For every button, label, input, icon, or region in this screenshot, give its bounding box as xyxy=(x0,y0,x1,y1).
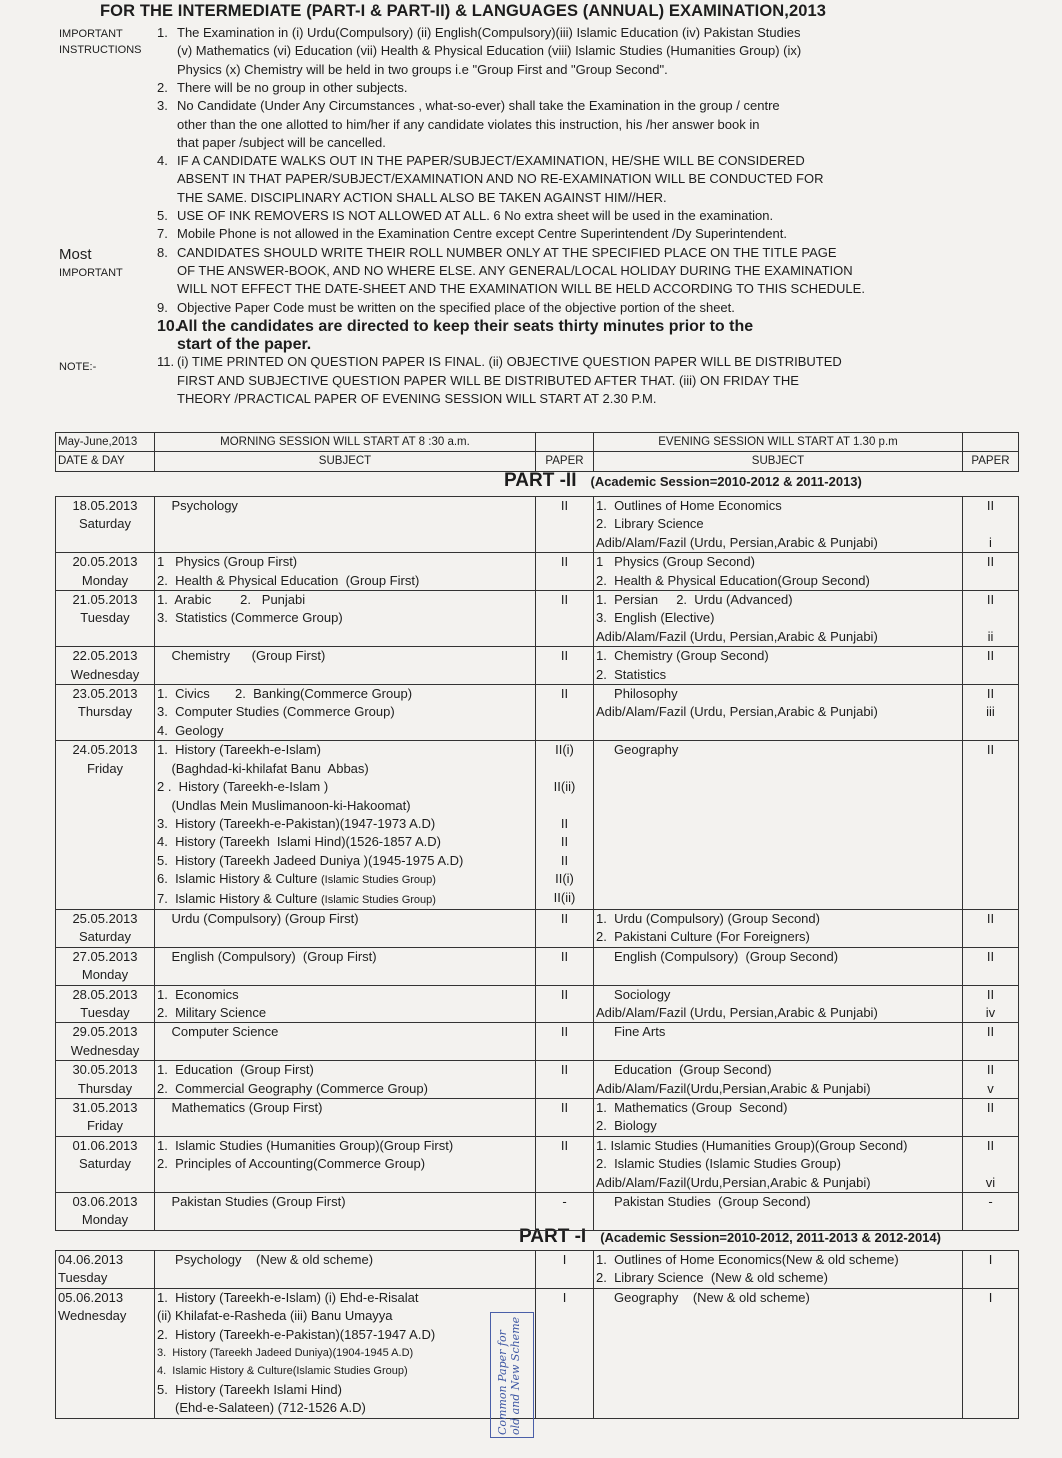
subject-line: English (Compulsory) (Group First) xyxy=(157,948,377,964)
header-subject-evening: SUBJECT xyxy=(594,452,963,471)
evening-paper-cell xyxy=(963,497,1019,553)
table-row xyxy=(56,1099,1019,1137)
table-row xyxy=(56,1193,1019,1231)
date-cell xyxy=(56,985,155,1023)
subject-line: Computer Science xyxy=(157,1024,279,1040)
morning-paper-cell xyxy=(536,1023,594,1061)
subject-line: 7. Islamic History & Culture (Islamic Studies Group) xyxy=(157,890,436,906)
subject-line: Psychology (New & old scheme) xyxy=(157,1252,374,1267)
paper-value: iii xyxy=(986,704,995,720)
instruction-line: OF THE ANSWER-BOOK, AND NO WHERE ELSE. ANY GENERAL/LOCAL HOLIDAY DURING THE EXAMINATION xyxy=(177,262,853,278)
subject-line: Philosophy xyxy=(596,686,678,702)
evening-subject-cell xyxy=(594,1193,963,1231)
instruction-line: THE SAME. DISCIPLINARY ACTION SHALL ALSO BE TAKEN AGAINST HIM//HER. xyxy=(177,189,667,205)
table-row xyxy=(56,647,1019,685)
subject-line: 1. Chemistry (Group Second) xyxy=(596,648,769,664)
instruction-line: THEORY /PRACTICAL PAPER OF EVENING SESSION WILL START AT 2.30 P.M. xyxy=(177,391,657,406)
subject-line: Adib/Alam/Fazil(Urdu,Persian,Arabic & Punjabi) xyxy=(596,1174,871,1190)
subject-line: Fine Arts xyxy=(596,1024,666,1040)
side-label-important: IMPORTANT xyxy=(59,28,123,40)
instruction-line: other than the one allotted to him/her if any candidate violates this instruction, his /her answer book in xyxy=(177,116,760,132)
header-subject: SUBJECT xyxy=(155,452,536,471)
evening-subject-cell xyxy=(594,947,963,985)
exam-date: 05.06.2013 xyxy=(58,1289,124,1305)
subject-line: 2. Statistics xyxy=(596,666,667,682)
evening-paper-cell xyxy=(963,553,1019,591)
table-row xyxy=(56,497,1019,553)
subject-line: 5. History (Tareekh Islami Hind) xyxy=(157,1381,342,1397)
instruction-line: There will be no group in other subjects. xyxy=(177,79,408,95)
morning-subject-cell xyxy=(155,1193,536,1231)
paper-value: II xyxy=(986,1100,995,1115)
morning-subject-cell xyxy=(155,1061,536,1099)
table-row xyxy=(56,985,1019,1023)
instruction-line: (v) Mathematics (vi) Education (vii) Health & Physical Education (viii) Islamic Studies (Humanities Group) (ix) xyxy=(177,43,802,59)
evening-paper-cell xyxy=(963,1061,1019,1099)
exam-date: 28.05.2013 xyxy=(72,986,138,1002)
morning-subject-cell xyxy=(155,1288,536,1418)
paper-value: II xyxy=(560,1024,569,1040)
table-row xyxy=(56,1288,1019,1418)
paper-value xyxy=(965,515,1016,533)
instruction-line: All the candidates are directed to keep their seats thirty minutes prior to the xyxy=(177,317,754,335)
exam-date: 29.05.2013 xyxy=(72,1024,138,1040)
date-cell xyxy=(56,1061,155,1099)
side-label-most: Most xyxy=(59,246,92,263)
part1-schedule-table xyxy=(55,1250,1019,1419)
morning-paper-cell xyxy=(536,497,594,553)
table-row xyxy=(56,1023,1019,1061)
instruction-line: No Candidate (Under Any Circumstances , what-so-ever) shall take the Examination in the group / centre xyxy=(177,98,780,114)
table-row xyxy=(56,741,1019,910)
instruction-line: IF A CANDIDATE WALKS OUT IN THE PAPER/SUBJECT/EXAMINATION, HE/SHE WILL BE CONSIDERED xyxy=(177,153,805,169)
evening-subject-cell xyxy=(594,985,963,1023)
exam-day: Tuesday xyxy=(58,1270,108,1286)
exam-day: Saturday xyxy=(78,929,132,945)
morning-subject-cell xyxy=(155,1251,536,1289)
morning-paper-cell xyxy=(536,1061,594,1099)
subject-line: Mathematics (Group First) xyxy=(157,1100,323,1115)
morning-subject-cell xyxy=(155,909,536,947)
evening-subject-cell xyxy=(594,591,963,647)
header-date-day: DATE & DAY xyxy=(56,452,155,471)
date-cell xyxy=(56,553,155,591)
paper-value: II xyxy=(986,948,995,964)
exam-date: 20.05.2013 xyxy=(72,554,138,570)
subject-line: 4. Geology xyxy=(157,722,224,738)
instruction-number: 4. xyxy=(157,153,168,169)
subject-line: 2. Health & Physical Education (Group First) xyxy=(157,572,420,588)
morning-subject-cell xyxy=(155,553,536,591)
subject-line: 1. Urdu (Compulsory) (Group Second) xyxy=(596,910,820,926)
part2-session: (Academic Session=2010-2012 & 2011-2013) xyxy=(590,474,862,489)
instruction-line: FIRST AND SUBJECTIVE QUESTION PAPER WILL BE DISTRIBUTED AFTER THAT. (iii) ON FRIDAY THE xyxy=(177,372,799,388)
exam-date: 31.05.2013 xyxy=(72,1100,138,1115)
exam-date: 25.05.2013 xyxy=(72,910,138,926)
subject-line: 2. Principles of Accounting(Commerce Group) xyxy=(157,1156,426,1172)
subject-line: Pakistan Studies (Group Second) xyxy=(596,1194,811,1210)
paper-value: II xyxy=(986,1062,995,1078)
instruction-line: that paper /subject will be cancelled. xyxy=(177,134,386,150)
subject-line: 2. Islamic Studies (Islamic Studies Group) xyxy=(596,1156,841,1172)
exam-day: Monday xyxy=(81,1212,129,1228)
evening-subject-cell xyxy=(594,685,963,741)
subject-line: 1 Physics (Group First) xyxy=(157,554,298,570)
morning-paper-cell xyxy=(536,553,594,591)
morning-subject-cell xyxy=(155,1099,536,1137)
evening-subject-cell xyxy=(594,1251,963,1289)
morning-subject-cell xyxy=(155,591,536,647)
date-cell xyxy=(56,741,155,910)
paper-value: iv xyxy=(985,1004,996,1020)
morning-paper-cell xyxy=(536,1193,594,1231)
exam-date: 04.06.2013 xyxy=(58,1252,124,1267)
date-cell xyxy=(56,1193,155,1231)
paper-value xyxy=(538,796,591,814)
subject-line: 4. Islamic History & Culture(Islamic Studies Group) xyxy=(157,1365,408,1378)
paper-value: II xyxy=(986,1137,995,1153)
subject-line: (ii) Khilafat-e-Rasheda (iii) Banu Umayya xyxy=(157,1308,393,1324)
evening-paper-cell xyxy=(963,1193,1019,1231)
subject-line: Geography (New & old scheme) xyxy=(596,1289,810,1305)
paper-value: I xyxy=(562,1289,567,1305)
exam-day: Thursday xyxy=(77,1080,133,1096)
instruction-line: start of the paper. xyxy=(177,336,312,354)
side-label-instructions: INSTRUCTIONS xyxy=(59,44,142,56)
instruction-number: 11. xyxy=(157,354,175,370)
subject-line: 3. Computer Studies (Commerce Group) xyxy=(157,704,395,720)
evening-paper-cell xyxy=(963,647,1019,685)
subject-line: 2. Biology xyxy=(596,1118,657,1134)
paper-value: II xyxy=(560,986,569,1002)
morning-paper-cell xyxy=(536,591,594,647)
subject-line: 2. Commercial Geography (Commerce Group) xyxy=(157,1080,428,1096)
subject-line: Education (Group Second) xyxy=(596,1062,772,1078)
morning-subject-cell xyxy=(155,985,536,1023)
subject-line: 1. Outlines of Home Economics(New & old scheme) xyxy=(596,1252,899,1267)
evening-paper-cell xyxy=(963,1288,1019,1418)
paper-value: II xyxy=(986,686,995,702)
morning-paper-cell xyxy=(536,685,594,741)
morning-subject-cell xyxy=(155,497,536,553)
evening-subject-cell xyxy=(594,741,963,910)
morning-paper-cell xyxy=(536,1099,594,1137)
instruction-number: 10. xyxy=(157,317,180,335)
morning-paper-cell xyxy=(536,985,594,1023)
paper-value: II xyxy=(560,648,569,664)
morning-subject-cell xyxy=(155,947,536,985)
instruction-number: 7. xyxy=(157,226,168,242)
instruction-line: The Examination in (i) Urdu(Compulsory) (ii) English(Compulsory)(iii) Islamic Education (iv) Pakistan Studies xyxy=(177,25,801,40)
morning-paper-cell xyxy=(536,647,594,685)
paper-value: II xyxy=(560,592,569,608)
paper-value: II xyxy=(560,852,569,868)
evening-subject-cell xyxy=(594,1023,963,1061)
morning-subject-cell xyxy=(155,685,536,741)
table-row xyxy=(56,685,1019,741)
subject-line: Psychology xyxy=(157,498,238,513)
header-period: May-June,2013 xyxy=(56,433,155,452)
paper-value: II(ii) xyxy=(553,889,576,905)
exam-date: 21.05.2013 xyxy=(72,592,138,608)
subject-line: 2. History (Tareekh-e-Pakistan)(1857-1947 A.D) xyxy=(157,1326,436,1342)
paper-value: I xyxy=(988,1252,993,1267)
subject-line: English (Compulsory) (Group Second) xyxy=(596,948,839,964)
exam-day: Tuesday xyxy=(80,1004,130,1020)
subject-line: Adib/Alam/Fazil(Urdu,Persian,Arabic & Punjabi) xyxy=(596,1080,871,1096)
paper-value: II(i) xyxy=(555,742,574,758)
paper-value: - xyxy=(562,1194,567,1210)
part2-label: PART -II xyxy=(504,470,577,491)
instruction-line: Objective Paper Code must be written on the specified place of the objective portion of the sheet. xyxy=(177,299,735,315)
subject-line: Sociology xyxy=(596,986,671,1002)
subject-line: 2. Pakistani Culture (For Foreigners) xyxy=(596,929,810,945)
evening-paper-cell xyxy=(963,1023,1019,1061)
exam-date: 30.05.2013 xyxy=(72,1062,138,1078)
table-row xyxy=(56,553,1019,591)
table-row xyxy=(56,947,1019,985)
instruction-line: WILL NOT EFFECT THE DATE-SHEET AND THE EXAMINATION WILL BE HELD ACCORDING TO THIS SCHEDULE. xyxy=(177,281,865,297)
exam-day: Wednesday xyxy=(70,1042,140,1058)
exam-day: Thursday xyxy=(77,704,133,720)
subject-line: 6. Islamic History & Culture (Islamic Studies Group) xyxy=(157,871,436,887)
exam-date: 18.05.2013 xyxy=(72,498,138,513)
paper-value: I xyxy=(562,1252,567,1267)
part2-schedule-table xyxy=(55,496,1019,1231)
morning-paper-cell xyxy=(536,1251,594,1289)
date-cell xyxy=(56,591,155,647)
part1-label: PART -I xyxy=(519,1226,587,1247)
evening-subject-cell xyxy=(594,497,963,553)
exam-day: Monday xyxy=(81,572,129,588)
paper-value: II(i) xyxy=(555,871,574,887)
evening-subject-cell xyxy=(594,909,963,947)
part2-heading xyxy=(504,470,862,492)
exam-day: Wednesday xyxy=(70,666,140,682)
paper-value: II xyxy=(560,948,569,964)
paper-value: - xyxy=(988,1194,993,1210)
paper-value: I xyxy=(988,1289,993,1305)
date-cell xyxy=(56,1136,155,1192)
date-cell xyxy=(56,1023,155,1061)
evening-subject-cell xyxy=(594,1099,963,1137)
subject-line: 1. Civics 2. Banking(Commerce Group) xyxy=(157,686,413,702)
paper-value: II xyxy=(986,986,995,1002)
exam-day: Monday xyxy=(81,967,129,983)
exam-day: Saturday xyxy=(78,1156,132,1172)
paper-value: II xyxy=(560,1062,569,1078)
evening-paper-cell xyxy=(963,909,1019,947)
subject-line: Pakistan Studies (Group First) xyxy=(157,1194,346,1210)
paper-value: II xyxy=(986,554,995,570)
subject-line: 3. History (Tareekh-e-Pakistan)(1947-1973 A.D) xyxy=(157,815,436,831)
date-cell xyxy=(56,647,155,685)
instruction-number: 3. xyxy=(157,98,168,114)
paper-value xyxy=(538,760,591,778)
subject-line: 5. History (Tareekh Jadeed Duniya )(1945-1975 A.D) xyxy=(157,852,464,868)
date-cell xyxy=(56,947,155,985)
date-cell xyxy=(56,1288,155,1418)
paper-value: II xyxy=(560,834,569,850)
subject-line: 1 Physics (Group Second) xyxy=(596,554,755,570)
subject-line: 2. Library Science (New & old scheme) xyxy=(596,1270,828,1286)
exam-day: Friday xyxy=(86,760,124,776)
subject-line: Adib/Alam/Fazil (Urdu, Persian,Arabic & Punjabi) xyxy=(596,1004,878,1020)
paper-value: II(ii) xyxy=(553,779,576,795)
page-title: FOR THE INTERMEDIATE (PART-I & PART-II) & LANGUAGES (ANNUAL) EXAMINATION,2013 xyxy=(100,2,827,20)
handwritten-note-text: Common Paper for old and New Scheme xyxy=(496,1316,522,1435)
morning-subject-cell xyxy=(155,1023,536,1061)
paper-value: II xyxy=(986,910,995,926)
date-cell xyxy=(56,497,155,553)
evening-subject-cell xyxy=(594,1136,963,1192)
subject-line: 1. Islamic Studies (Humanities Group)(Group First) xyxy=(157,1137,454,1153)
evening-subject-cell xyxy=(594,1288,963,1418)
paper-value: II xyxy=(560,686,569,702)
morning-subject-cell xyxy=(155,647,536,685)
subject-line: 2. Health & Physical Education(Group Second) xyxy=(596,572,870,588)
exam-date: 03.06.2013 xyxy=(72,1194,138,1210)
subject-line: 1. Outlines of Home Economics xyxy=(596,498,782,513)
exam-date: 01.06.2013 xyxy=(72,1137,138,1153)
paper-value: II xyxy=(560,815,569,831)
header-evening: EVENING SESSION WILL START AT 1.30 p.m xyxy=(594,433,963,452)
header-paper: PAPER xyxy=(536,452,594,471)
table-row xyxy=(56,1251,1019,1289)
subject-line: 1. History (Tareekh-e-Islam) (i) Ehd-e-Risalat xyxy=(157,1289,419,1305)
paper-value xyxy=(965,1155,1016,1173)
instruction-number: 9. xyxy=(157,299,168,315)
paper-value: II xyxy=(986,1024,995,1040)
paper-value: II xyxy=(560,1137,569,1153)
morning-paper-cell xyxy=(536,909,594,947)
subject-line: 2. Military Science xyxy=(157,1004,267,1020)
date-cell xyxy=(56,685,155,741)
subject-line: 1. Persian 2. Urdu (Advanced) xyxy=(596,592,793,608)
morning-subject-cell xyxy=(155,1136,536,1192)
subject-line: 3. Statistics (Commerce Group) xyxy=(157,610,343,626)
subject-line: Adib/Alam/Fazil (Urdu, Persian,Arabic & Punjabi) xyxy=(596,628,878,644)
exam-day: Saturday xyxy=(78,516,132,532)
subject-line: (Baghdad-ki-khilafat Banu Abbas) xyxy=(157,760,369,776)
exam-date: 27.05.2013 xyxy=(72,948,138,964)
date-cell xyxy=(56,909,155,947)
subject-line: 1. Education (Group First) xyxy=(157,1062,314,1078)
paper-value: ii xyxy=(987,628,994,644)
paper-value: II xyxy=(560,910,569,926)
exam-day: Friday xyxy=(86,1118,124,1134)
subject-line: (Undlas Mein Muslimanoon-ki-Hakoomat) xyxy=(157,797,411,813)
subject-line: 1. Arabic 2. Punjabi xyxy=(157,592,306,608)
table-row xyxy=(56,591,1019,647)
instruction-number: 8. xyxy=(157,244,168,260)
subject-line: Urdu (Compulsory) (Group First) xyxy=(157,910,359,926)
paper-value: vi xyxy=(985,1174,996,1190)
subject-line: 1. Economics xyxy=(157,986,239,1002)
instruction-line: ABSENT IN THAT PAPER/SUBJECT/EXAMINATION AND NO RE-EXAMINATION WILL BE CONDUCTED FOR xyxy=(177,171,824,187)
subject-line: 1. Islamic Studies (Humanities Group)(Group Second) xyxy=(596,1137,908,1153)
subject-line: Chemistry (Group First) xyxy=(157,648,326,664)
morning-subject-cell xyxy=(155,741,536,910)
subject-line: Adib/Alam/Fazil (Urdu, Persian,Arabic & Punjabi) xyxy=(596,704,878,720)
evening-paper-cell xyxy=(963,985,1019,1023)
subject-line: 3. History (Tareekh Jadeed Duniya)(1904-1945 A.D) xyxy=(157,1347,414,1360)
instruction-line: USE OF INK REMOVERS IS NOT ALLOWED AT ALL. 6 No extra sheet will be used in the examination. xyxy=(177,208,774,223)
table-row xyxy=(56,1061,1019,1099)
morning-paper-cell xyxy=(536,1288,594,1418)
paper-value: II xyxy=(560,1100,569,1115)
instruction-number: 1. xyxy=(157,25,168,40)
evening-subject-cell xyxy=(594,1061,963,1099)
part1-session: (Academic Session=2010-2012, 2011-2013 & 2012-2014) xyxy=(600,1230,941,1245)
table-row xyxy=(56,1136,1019,1192)
paper-value: II xyxy=(560,498,569,513)
exam-day: Wednesday xyxy=(58,1308,127,1324)
evening-paper-cell xyxy=(963,741,1019,910)
evening-subject-cell xyxy=(594,647,963,685)
header-paper-evening: PAPER xyxy=(963,452,1019,471)
subject-line: 2. Library Science xyxy=(596,516,704,532)
header-morning: MORNING SESSION WILL START AT 8 :30 a.m. xyxy=(155,433,536,452)
table-row xyxy=(56,909,1019,947)
subject-line: 4. History (Tareekh Islami Hind)(1526-1857 A.D) xyxy=(157,834,441,850)
instruction-number: 2. xyxy=(157,79,168,95)
evening-paper-cell xyxy=(963,1099,1019,1137)
evening-paper-cell xyxy=(963,1251,1019,1289)
paper-value: II xyxy=(986,592,995,608)
exam-date: 24.05.2013 xyxy=(72,742,138,758)
evening-subject-cell xyxy=(594,553,963,591)
paper-value: II xyxy=(986,498,995,513)
subject-line: 3. English (Elective) xyxy=(596,610,715,626)
paper-value xyxy=(965,609,1016,627)
instruction-line: (i) TIME PRINTED ON QUESTION PAPER IS FINAL. (ii) OBJECTIVE QUESTION PAPER WILL BE DISTRIBUTED xyxy=(177,354,842,370)
evening-paper-cell xyxy=(963,947,1019,985)
evening-paper-cell xyxy=(963,1136,1019,1192)
date-cell xyxy=(56,1251,155,1289)
morning-paper-cell xyxy=(536,947,594,985)
paper-value: II xyxy=(986,742,995,758)
side-label-important2: IMPORTANT xyxy=(59,267,123,279)
evening-paper-cell xyxy=(963,591,1019,647)
subject-line: 2 . History (Tareekh-e-Islam ) xyxy=(157,779,329,795)
side-label-note: NOTE:- xyxy=(59,361,97,373)
morning-paper-cell xyxy=(536,1136,594,1192)
exam-date: 23.05.2013 xyxy=(72,686,138,702)
subject-line: Adib/Alam/Fazil (Urdu, Persian,Arabic & Punjabi) xyxy=(596,534,878,550)
paper-value: II xyxy=(560,554,569,570)
exam-day: Tuesday xyxy=(80,610,130,626)
instruction-line: Mobile Phone is not allowed in the Examination Centre except Centre Superintendent /Dy Superintendent. xyxy=(177,226,787,242)
instruction-line: Physics (x) Chemistry will be held in two groups i.e "Group First and "Group Second". xyxy=(177,61,668,77)
evening-paper-cell xyxy=(963,685,1019,741)
subject-line: 1. History (Tareekh-e-Islam) xyxy=(157,742,321,758)
subject-line: 1. Mathematics (Group Second) xyxy=(596,1100,788,1115)
date-cell xyxy=(56,1099,155,1137)
subject-line: Geography xyxy=(596,742,679,758)
subject-line: (Ehd-e-Salateen) (712-1526 A.D) xyxy=(157,1400,366,1416)
instruction-number: 5. xyxy=(157,208,168,223)
exam-date: 22.05.2013 xyxy=(72,648,138,664)
instruction-line: CANDIDATES SHOULD WRITE THEIR ROLL NUMBER ONLY AT THE SPECIFIED PLACE ON THE TITLE PAGE xyxy=(177,244,837,260)
paper-value: II xyxy=(986,648,995,664)
paper-value: i xyxy=(989,534,992,550)
morning-paper-cell xyxy=(536,741,594,910)
schedule-header xyxy=(55,432,1019,472)
handwritten-note xyxy=(490,1312,534,1438)
paper-value: v xyxy=(987,1080,994,1096)
